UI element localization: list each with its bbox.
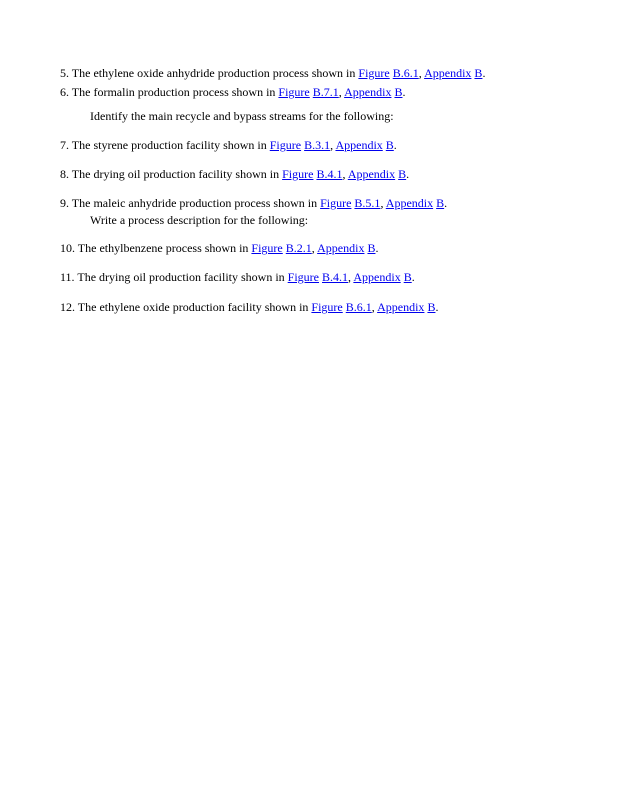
item-text: The drying oil production facility shown in — [71, 167, 280, 181]
item-text: The maleic anhydride production process shown in — [71, 196, 318, 210]
figure-link[interactable]: Figure — [278, 85, 310, 99]
list-item-11: 11. The drying oil production facility shown in Figure B.4.1, Appendix B. — [60, 270, 415, 284]
appendix-link[interactable]: Appendix — [353, 270, 401, 284]
figure-link[interactable]: Figure — [251, 241, 283, 255]
appendix-link[interactable]: Appendix — [424, 66, 472, 80]
list-item-9: 9. The maleic anhydride production process shown in Figure B.5.1, Appendix B. — [60, 196, 448, 210]
figure-link[interactable]: Figure — [320, 196, 352, 210]
item-number: 9. — [60, 196, 69, 210]
list-item-7: 7. The styrene production facility shown in Figure B.3.1, Appendix B. — [60, 138, 397, 152]
list-item-6: 6. The formalin production process shown in Figure B.7.1, Appendix B. — [60, 85, 406, 99]
appendix-id-link[interactable]: B — [398, 167, 407, 181]
item-text: The ethylene oxide anhydride production process shown in — [71, 66, 356, 80]
appendix-id-link[interactable]: B — [436, 196, 445, 210]
figure-id-link[interactable]: B.6.1 — [345, 300, 372, 314]
figure-id-link[interactable]: B.6.1 — [392, 66, 419, 80]
figure-id-link[interactable]: B.2.1 — [285, 241, 312, 255]
list-item-10: 10. The ethylbenzene process shown in Figure B.2.1, Appendix B. — [60, 241, 379, 255]
instruction-description: Write a process description for the following: — [90, 213, 309, 227]
appendix-link[interactable]: Appendix — [335, 138, 383, 152]
list-item-5: 5. The ethylene oxide anhydride production process shown in Figure B.6.1, Appendix B. — [60, 66, 486, 80]
appendix-link[interactable]: Appendix — [344, 85, 392, 99]
appendix-id-link[interactable]: B — [427, 300, 436, 314]
item-text: The formalin production process shown in — [71, 85, 276, 99]
appendix-id-link[interactable]: B — [403, 270, 412, 284]
item-number: 6. — [60, 85, 69, 99]
figure-id-link[interactable]: B.4.1 — [316, 167, 343, 181]
figure-link[interactable]: Figure — [269, 138, 302, 152]
figure-id-link[interactable]: B.7.1 — [312, 85, 339, 99]
instruction-recycle: Identify the main recycle and bypass streams for the following: — [90, 109, 394, 123]
figure-link[interactable]: Figure — [282, 167, 314, 181]
item-text: The ethylbenzene process shown in — [77, 241, 249, 255]
list-item-8: 8. The drying oil production facility shown in Figure B.4.1, Appendix B. — [60, 167, 410, 181]
figure-id-link[interactable]: B.5.1 — [354, 196, 381, 210]
appendix-id-link[interactable]: B — [385, 138, 394, 152]
item-number: 10. — [60, 241, 75, 255]
appendix-id-link[interactable]: B — [474, 66, 483, 80]
appendix-link[interactable]: Appendix — [317, 241, 365, 255]
item-number: 5. — [60, 66, 69, 80]
list-item-12: 12. The ethylene oxide production facility shown in Figure B.6.1, Appendix B. — [60, 300, 439, 314]
figure-id-link[interactable]: B.3.1 — [304, 138, 331, 152]
appendix-link[interactable]: Appendix — [385, 196, 434, 210]
item-number: 7. — [60, 138, 69, 152]
item-number: 8. — [60, 167, 69, 181]
item-text: The ethylene oxide production facility shown in — [77, 300, 309, 314]
figure-link[interactable]: Figure — [358, 66, 390, 80]
item-number: 12. — [60, 300, 75, 314]
item-text: The drying oil production facility shown in — [77, 270, 285, 284]
figure-link[interactable]: Figure — [287, 270, 320, 284]
appendix-id-link[interactable]: B — [394, 85, 403, 99]
appendix-link[interactable]: Appendix — [377, 300, 425, 314]
figure-id-link[interactable]: B.4.1 — [322, 270, 349, 284]
figure-link[interactable]: Figure — [311, 300, 343, 314]
appendix-link[interactable]: Appendix — [347, 167, 396, 181]
item-text: The styrene production facility shown in — [71, 138, 267, 152]
appendix-id-link[interactable]: B — [367, 241, 376, 255]
item-number: 11. — [60, 270, 75, 284]
